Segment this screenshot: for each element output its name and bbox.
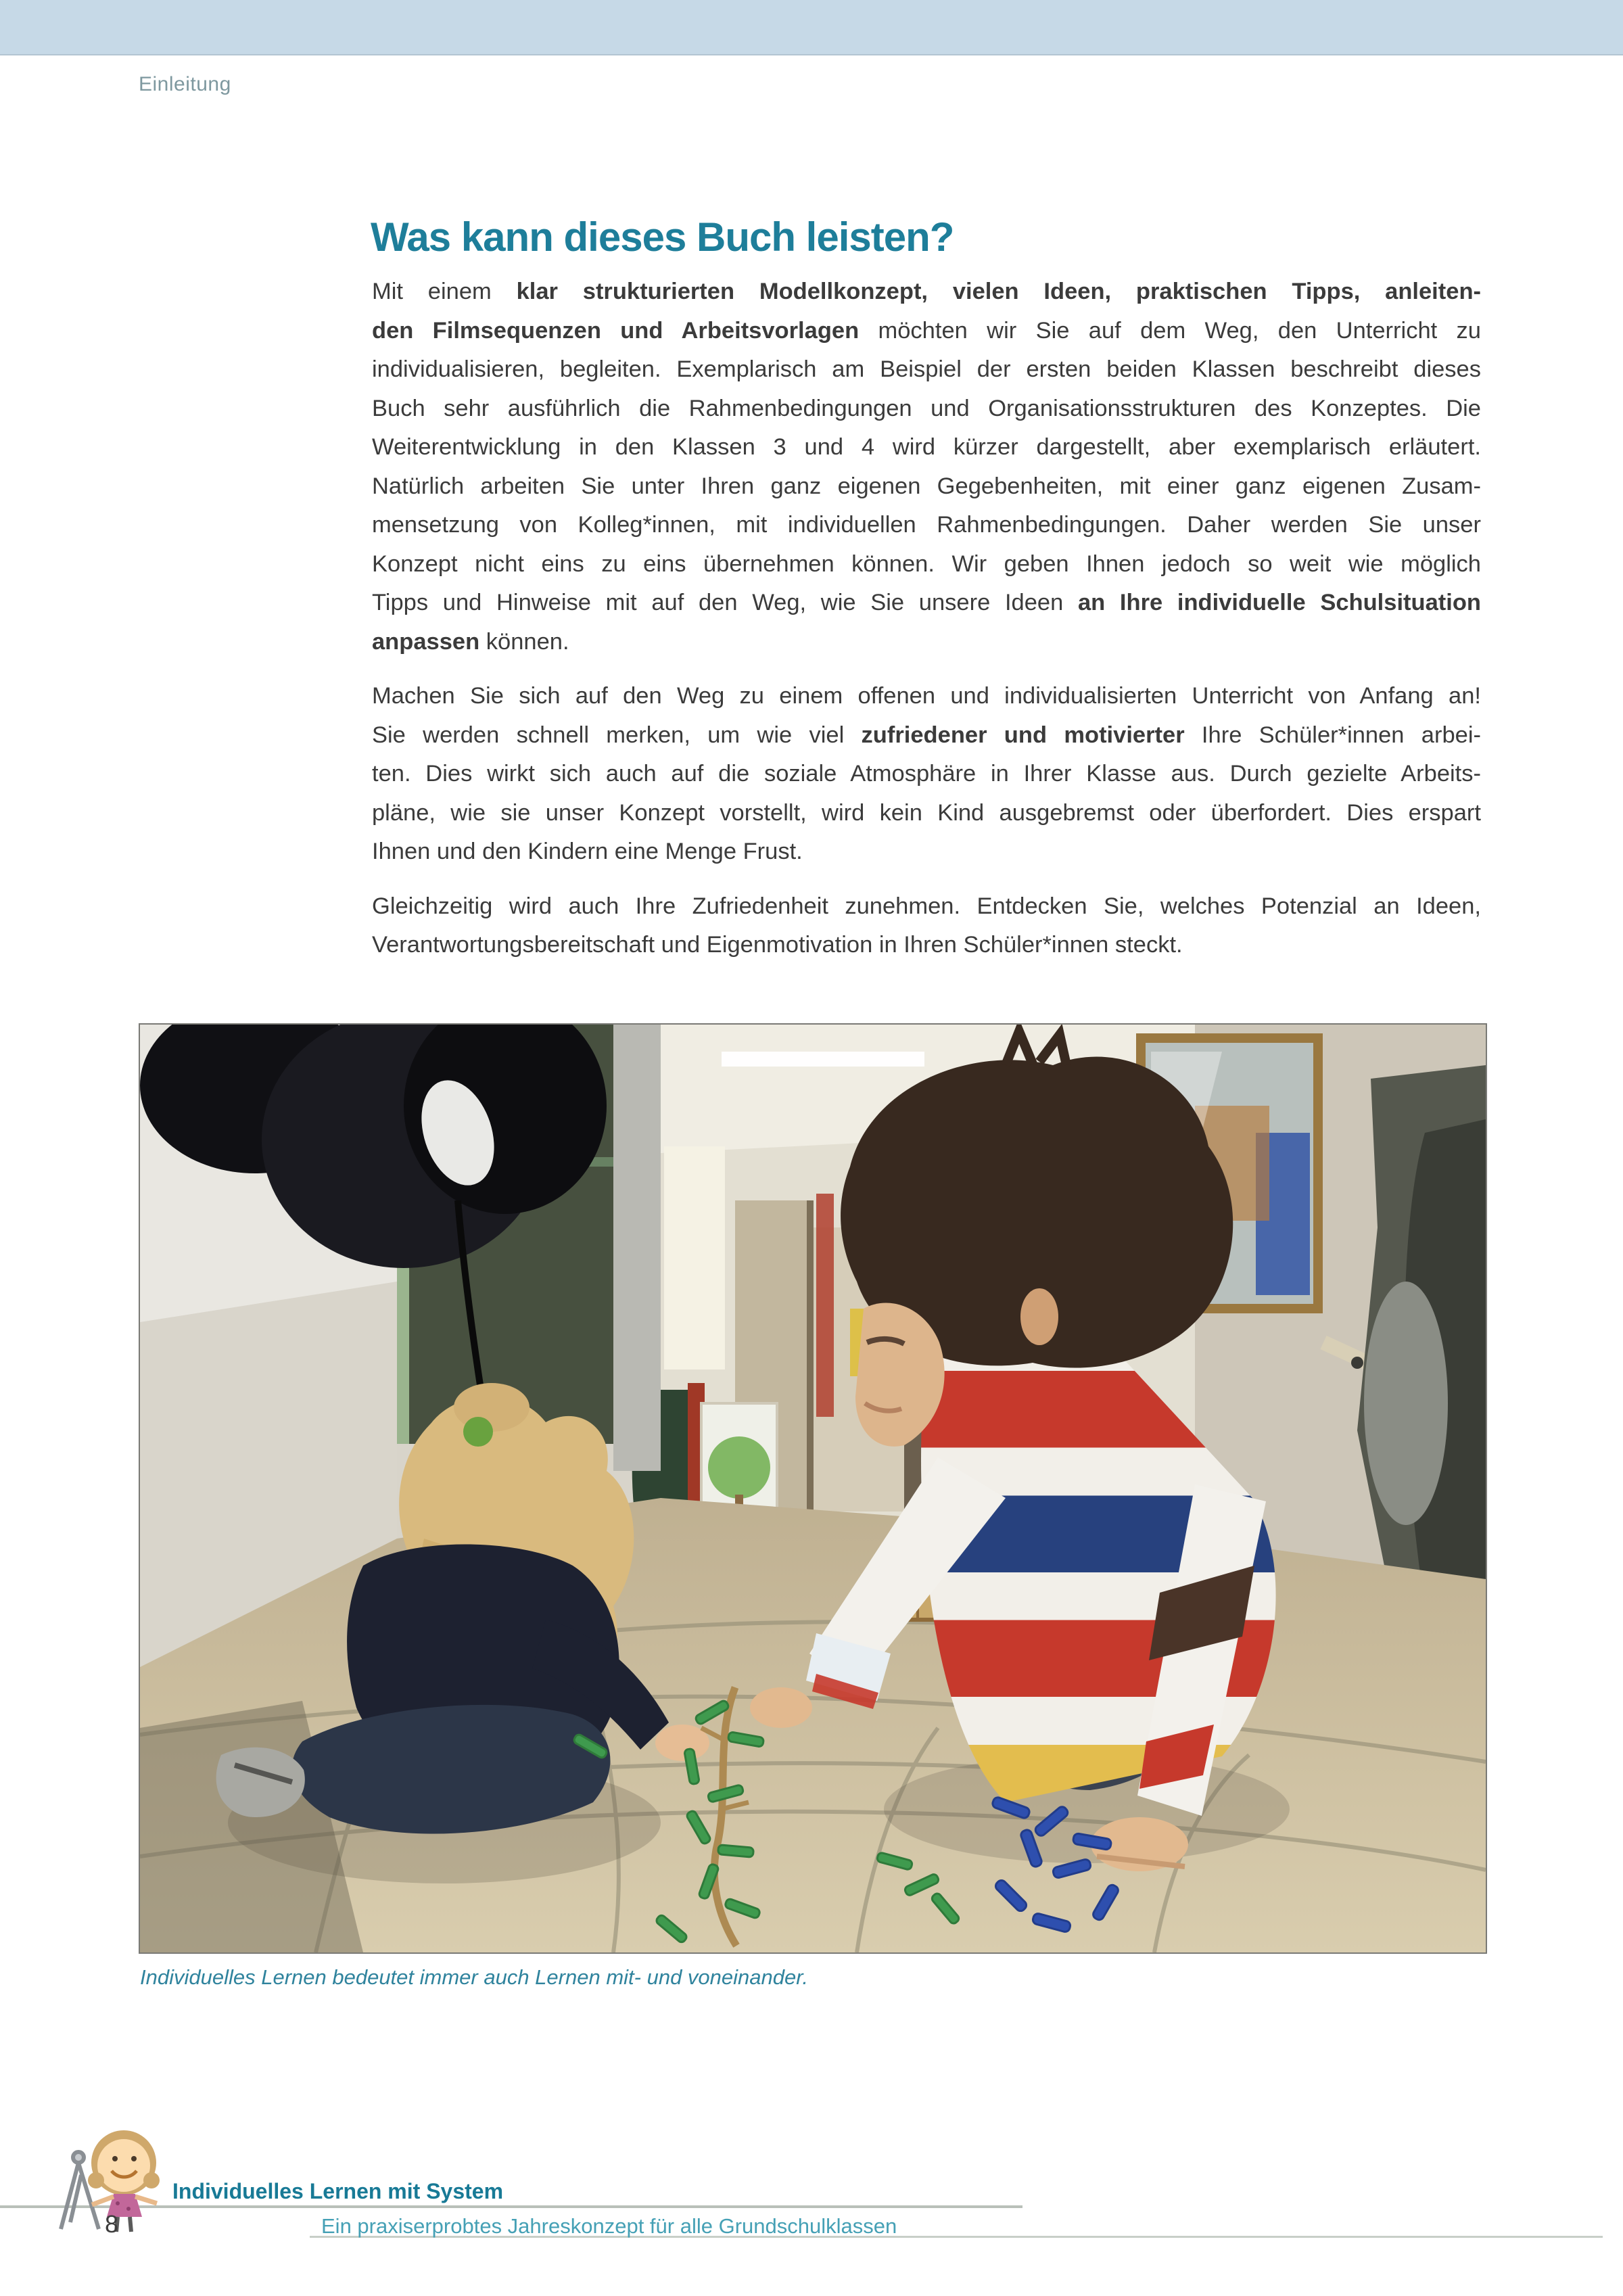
hallway-photo-illustration	[140, 1025, 1486, 1952]
text-line: Gleichzeitig wird auch Ihre Zufriedenheit zunehmen. Entdecken Sie, welches Potenzial an Ideen,	[372, 893, 1481, 919]
photo-children-hallway	[139, 1023, 1487, 1954]
text-line: Mit einem klar strukturierten Modellkonzept, vielen Ideen, praktischen Tipps, anleiten-	[372, 279, 1482, 304]
text-line: Machen Sie sich auf den Weg zu einem offenen und individualisierten Unterricht von Anfang an!	[372, 683, 1481, 709]
text-line: pläne, wie sie unser Konzept vorstellt, wird kein Kind ausgebremst oder überfordert. Dies erspart	[372, 799, 1481, 826]
text-line: Natürlich arbeiten Sie unter Ihren ganz eigenen Gegebenheiten, mit einer ganz eigenen Zusam-	[372, 473, 1481, 499]
body-paragraph	[372, 677, 1481, 872]
text-line: Verantwortungsbereitschaft und Eigenmotivation in Ihren Schüler*innen steckt.	[372, 932, 1183, 958]
text-line: Konzept nicht eins zu eins übernehmen können. Wir geben Ihnen jedoch so weit wie möglich	[372, 550, 1481, 577]
book-title: Individuelles Lernen mit System	[172, 2179, 504, 2203]
body-paragraph	[372, 273, 1481, 661]
text-line: ten. Dies wirkt sich auch auf die soziale Atmosphäre in Ihrer Klasse aus. Durch gezielte Arbeits-	[372, 761, 1481, 787]
text-line: Buch sehr ausführlich die Rahmenbedingungen und Organisationsstrukturen des Konzeptes. Die	[372, 395, 1481, 421]
page-title: Was kann dieses Buch leisten?	[371, 214, 954, 260]
text-line: Weiterentwicklung in den Klassen 3 und 4 wird kürzer dargestellt, aber exemplarisch erläutert.	[372, 434, 1481, 460]
text-line: individualisieren, begleiten. Exemplarisch am Beispiel der ersten beiden Klassen beschreibt dieses	[372, 356, 1481, 382]
top-color-bar	[0, 0, 1623, 55]
page-number: 8	[105, 2210, 119, 2238]
text-line: Tipps und Hinweise mit auf den Weg, wie Sie unsere Ideen an Ihre individuelle Schulsituation	[372, 590, 1482, 615]
text-line: mensetzung von Kolleg*innen, mit individuellen Rahmenbedingungen. Daher werden Sie unser	[372, 512, 1481, 538]
section-label: Einleitung	[139, 73, 231, 95]
text-line: den Filmsequenzen und Arbeitsvorlagen möchten wir Sie auf dem Weg, den Unterricht zu	[372, 317, 1481, 344]
body-text	[372, 273, 1481, 981]
text-line: Sie werden schnell merken, um wie viel zufriedener und motivierter Ihre Schüler*innen arbei-	[372, 722, 1481, 748]
book-subtitle: Ein praxiserprobtes Jahreskonzept für alle Grundschulklassen	[321, 2214, 897, 2238]
text-line: Ihnen und den Kindern eine Menge Frust.	[372, 839, 803, 864]
body-paragraph	[372, 887, 1481, 965]
text-line: anpassen können.	[372, 628, 569, 655]
photo-caption: Individuelles Lernen bedeutet immer auch Lernen mit- und voneinander.	[140, 1965, 809, 1989]
